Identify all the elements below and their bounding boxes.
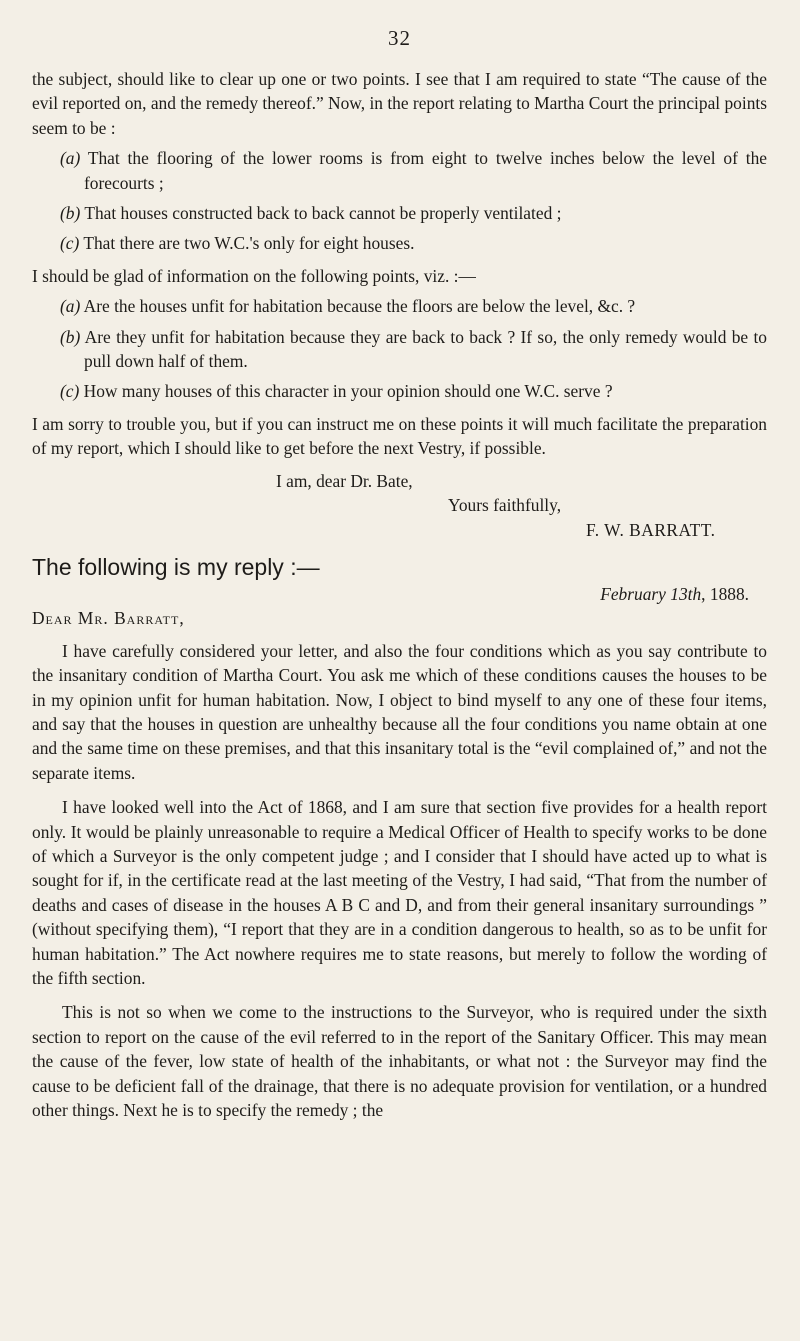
date-month: February xyxy=(600,583,666,604)
dateline xyxy=(32,582,767,606)
reply-paragraph-3: This is not so when we come to the instructions to the Surveyor, who is required under the sixth section to report on the cause of the evil referred to in the report of the Sanitary Officer. This may mean the cause of the fever, low state of health of the inhabitants, or what not : the Surveyor may find the cause to be deficient fall of the drainage, that there is no adequate provision for ventilation, or a hundred other things. Next he is to specify the remedy ; the xyxy=(32,1002,767,1121)
reply-heading: The following is my reply :— xyxy=(32,553,320,580)
item-label: (b) xyxy=(60,326,81,347)
item-label: (a) xyxy=(60,148,81,169)
reply-paragraph-1: I have carefully considered your letter, and also the four conditions which as you say contribute to the insanitary condition of Martha Court. You ask me which of these conditions causes the houses to be in my opinion unfit for human habitation. Now, I object to bind myself to any one of these four items, and say that the houses in question are unhealthy because all the four conditions you name obtain at one and the same time on these premises, and that this insanitary total is the “evil complained of,” and not the separate items. xyxy=(32,640,767,783)
closing-greeting: I am, dear Dr. Bate, xyxy=(276,470,413,491)
list-item xyxy=(32,325,767,374)
list-item xyxy=(32,379,767,403)
sorry-paragraph: I am sorry to trouble you, but if you can instruct me on these points it will much facilitate the preparation of my report, which I should like to get before the next Vestry, if possible. xyxy=(32,413,767,459)
page-number: 32 xyxy=(388,26,411,50)
item-label: (a) xyxy=(60,296,81,317)
list-item xyxy=(32,231,767,255)
item-text: That there are two W.C.'s only for eight houses. xyxy=(83,233,415,254)
item-text: That houses constructed back to back cannot be properly ventilated ; xyxy=(84,203,562,224)
list-item xyxy=(32,146,767,195)
date-year: , 1888. xyxy=(701,583,749,604)
intro-paragraph: the subject, should like to clear up one or two points. I see that I am required to state “The cause of the evil reported on, and the remedy thereof.” Now, in the report relating to Martha Court the principal points seem to be : xyxy=(32,69,767,138)
item-text: That the flooring of the lower rooms is from eight to twelve inches below the level of the forecourts ; xyxy=(84,148,767,193)
item-label: (b) xyxy=(60,203,81,224)
salutation: Dear Mr. Barratt, xyxy=(32,608,185,629)
list-item xyxy=(32,294,767,318)
item-text: Are they unfit for habitation because they are back to back ? If so, the only remedy would be to pull down half of them. xyxy=(84,326,768,372)
item-label: (c) xyxy=(60,381,80,402)
item-text: How many houses of this character in your opinion should one W.C. serve ? xyxy=(83,381,613,402)
closing-valediction: Yours faithfully, xyxy=(448,495,562,516)
item-text: Are the houses unfit for habitation because the floors are below the level, &c. ? xyxy=(83,296,636,317)
points-list xyxy=(32,146,767,256)
questions-list xyxy=(32,294,767,404)
list-item xyxy=(32,201,767,225)
info-request-paragraph: I should be glad of information on the following points, viz. :— xyxy=(32,265,476,286)
date-day: 13th xyxy=(670,583,702,604)
reply-paragraph-2: I have looked well into the Act of 1868, and I am sure that section five provides for a health report only. It would be plainly unreasonable to require a Medical Officer of Health to specify works to be done of which a Surveyor is the only competent judge ; and I consider that I should have acted up to what is sought for if, in the certificate read at the last meeting of the Vestry, I had said, “That from the number of deaths and cases of disease in the houses A B C and D, and from their general insanitary surroundings ” (without specifying them), “I report that they are in a condition dangerous to health, so as to be unfit for human habitation.” The Act nowhere requires me to state reasons, but merely to follow the wording of the fifth section. xyxy=(32,797,767,988)
item-label: (c) xyxy=(60,233,80,254)
signature: F. W. BARRATT. xyxy=(586,519,716,540)
